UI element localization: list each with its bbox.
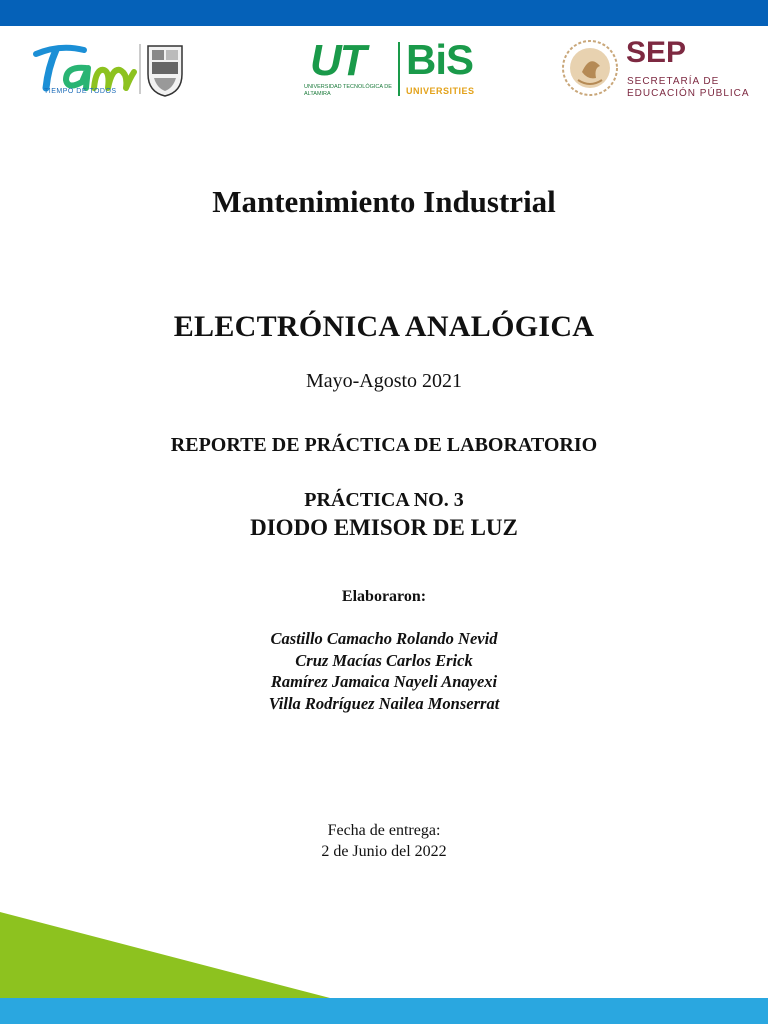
- top-color-bar: [0, 0, 768, 26]
- bis-universities-logo: [404, 38, 484, 100]
- subject-title: ELECTRÓNICA ANALÓGICA: [173, 310, 595, 343]
- tam-tagline: TIEMPO DE TODOS: [44, 88, 117, 95]
- bottom-decoration: [0, 900, 768, 1024]
- author-name: Villa Rodríguez Nailea Monserrat: [268, 693, 500, 713]
- ut-altamira-logo: [304, 36, 394, 98]
- practice-number: PRÁCTICA NO. 3: [304, 489, 464, 511]
- author-name: Castillo Camacho Rolando Nevid: [270, 629, 498, 648]
- due-date: 2 de Junio del 2022: [321, 843, 447, 860]
- bottom-color-bar: [0, 998, 768, 1024]
- ut-wordmark: UT: [310, 36, 365, 85]
- tamaulipas-logo: [30, 38, 190, 100]
- authors-label: Elaboraron:: [341, 588, 427, 605]
- mexico-coat-of-arms-icon: [560, 38, 620, 98]
- bis-caption: UNIVERSITIES: [406, 86, 475, 96]
- program-title: Mantenimiento Industrial: [212, 184, 556, 219]
- logo-divider: [398, 42, 400, 96]
- author-name: Cruz Macías Carlos Erick: [295, 650, 473, 670]
- sep-line2: EDUCACIÓN PÚBLICA: [627, 88, 750, 99]
- practice-title: DIODO EMISOR DE LUZ: [250, 515, 518, 540]
- green-wedge: [0, 912, 330, 998]
- author-name: Ramírez Jamaica Nayeli Anayexi: [270, 672, 498, 691]
- sep-logo: [560, 38, 750, 100]
- report-type: REPORTE DE PRÁCTICA DE LABORATORIO: [170, 434, 598, 456]
- sep-line1: SECRETARÍA DE: [627, 76, 720, 87]
- sep-acronym: SEP: [626, 36, 687, 69]
- ut-caption: UNIVERSIDAD TECNOLÓGICA DE ALTAMIRA: [304, 84, 392, 97]
- period: Mayo-Agosto 2021: [305, 370, 463, 392]
- due-date-label: Fecha de entrega:: [327, 822, 441, 839]
- authors-list: [0, 628, 768, 714]
- bis-wordmark: BiS: [406, 36, 474, 83]
